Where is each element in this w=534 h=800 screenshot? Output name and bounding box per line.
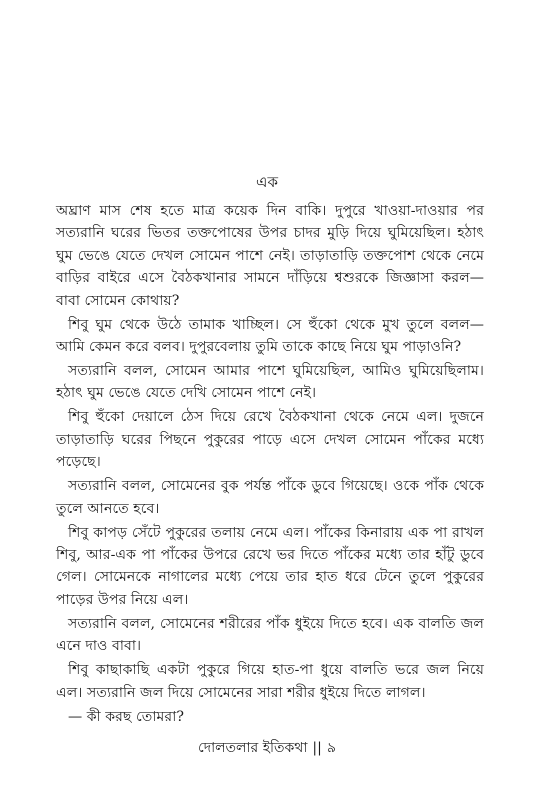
body-text (56, 200, 484, 730)
paragraph-6: শিবু কাপড় সেঁটে পুকুরের তলায় নেমে এল। পাঁকের কিনারায় এক পা রাখল শিবু, আর-এক পা পাঁকের উপরে রেখে ভর দিতে পাঁকের মধ্যে তার হাঁটু ডুবে গেল। সোমেনকে নাগালের মধ্যে পেয়ে তার হাত ধরে টেনে তুলে পুকুরের পাড়ের উপর নিয়ে এল। (56, 524, 484, 608)
paragraph-7: সত্যরানি বলল, সোমেনের শরীরের পাঁক ধুইয়ে দিতে হবে। এক বালতি জল এনে দাও বাবা। (56, 615, 484, 655)
paragraph-2: শিবু ঘুম থেকে উঠে তামাক খাচ্ছিল। সে হুঁকো থেকে মুখ তুলে বলল— আমি কেমন করে বলব। দুপুরবেলায় তুমি তাকে কাছে নিয়ে ঘুম পাড়াওনি? (56, 316, 484, 356)
paragraph-1: অঘ্রাণ মাস শেষ হতে মাত্র কয়েক দিন বাকি। দুপুরে খাওয়া-দাওয়ার পর সত্যরানি ঘরের ভিতর তক্তপোষের উপর চাদর মুড়ি দিয়ে ঘুমিয়েছিল। হঠাৎ ঘুম ভেঙে যেতে দেখল সোমেন পাশে নেই। তাড়াতাড়ি তক্তপোশ থেকে নেমে বাড়ির বাইরে এসে বৈঠকখানার সামনে দাঁড়িয়ে শ্বশুরকে জিজ্ঞাসা করল— বাবা সোমেন কোথায়? (56, 203, 484, 309)
paragraph-5: সত্যরানি বলল, সোমেনের বুক পর্যন্ত পাঁকে ডুবে গিয়েছে। ওকে পাঁক থেকে তুলে আনতে হবে। (56, 478, 484, 517)
chapter-title: এক (256, 173, 278, 191)
paragraph-3: সত্যরানি বলল, সোমেন আমার পাশে ঘুমিয়েছিল, আমিও ঘুমিয়েছিলাম। হঠাৎ ঘুম ভেঙে যেতে দেখি সোমেন পাশে নেই। (56, 363, 484, 402)
paragraph-8: শিবু কাছাকাছি একটা পুকুরে গিয়ে হাত-পা ধুয়ে বালতি ভরে জল নিয়ে এল। সত্যরানি জল দিয়ে সোমেনের সারা শরীর ধুইয়ে দিতে লাগল। (56, 662, 484, 701)
footer-separator: || (312, 740, 322, 756)
paragraph-9: — কী করছ তোমরা? (68, 708, 184, 725)
page-number: ৯ (326, 740, 336, 756)
paragraph-4: শিবু হুঁকো দেয়ালে ঠেস দিয়ে রেখে বৈঠকখানা থেকে নেমে এল। দুজনে তাড়াতাড়ি ঘরের পিছনে পুকুরের পাড়ে এসে দেখল সোমেন পাঁকের মধ্যে পড়েছে। (56, 409, 484, 471)
page-footer (0, 738, 534, 758)
footer-book-title: দোলতলার ইতিকথা (198, 740, 308, 756)
